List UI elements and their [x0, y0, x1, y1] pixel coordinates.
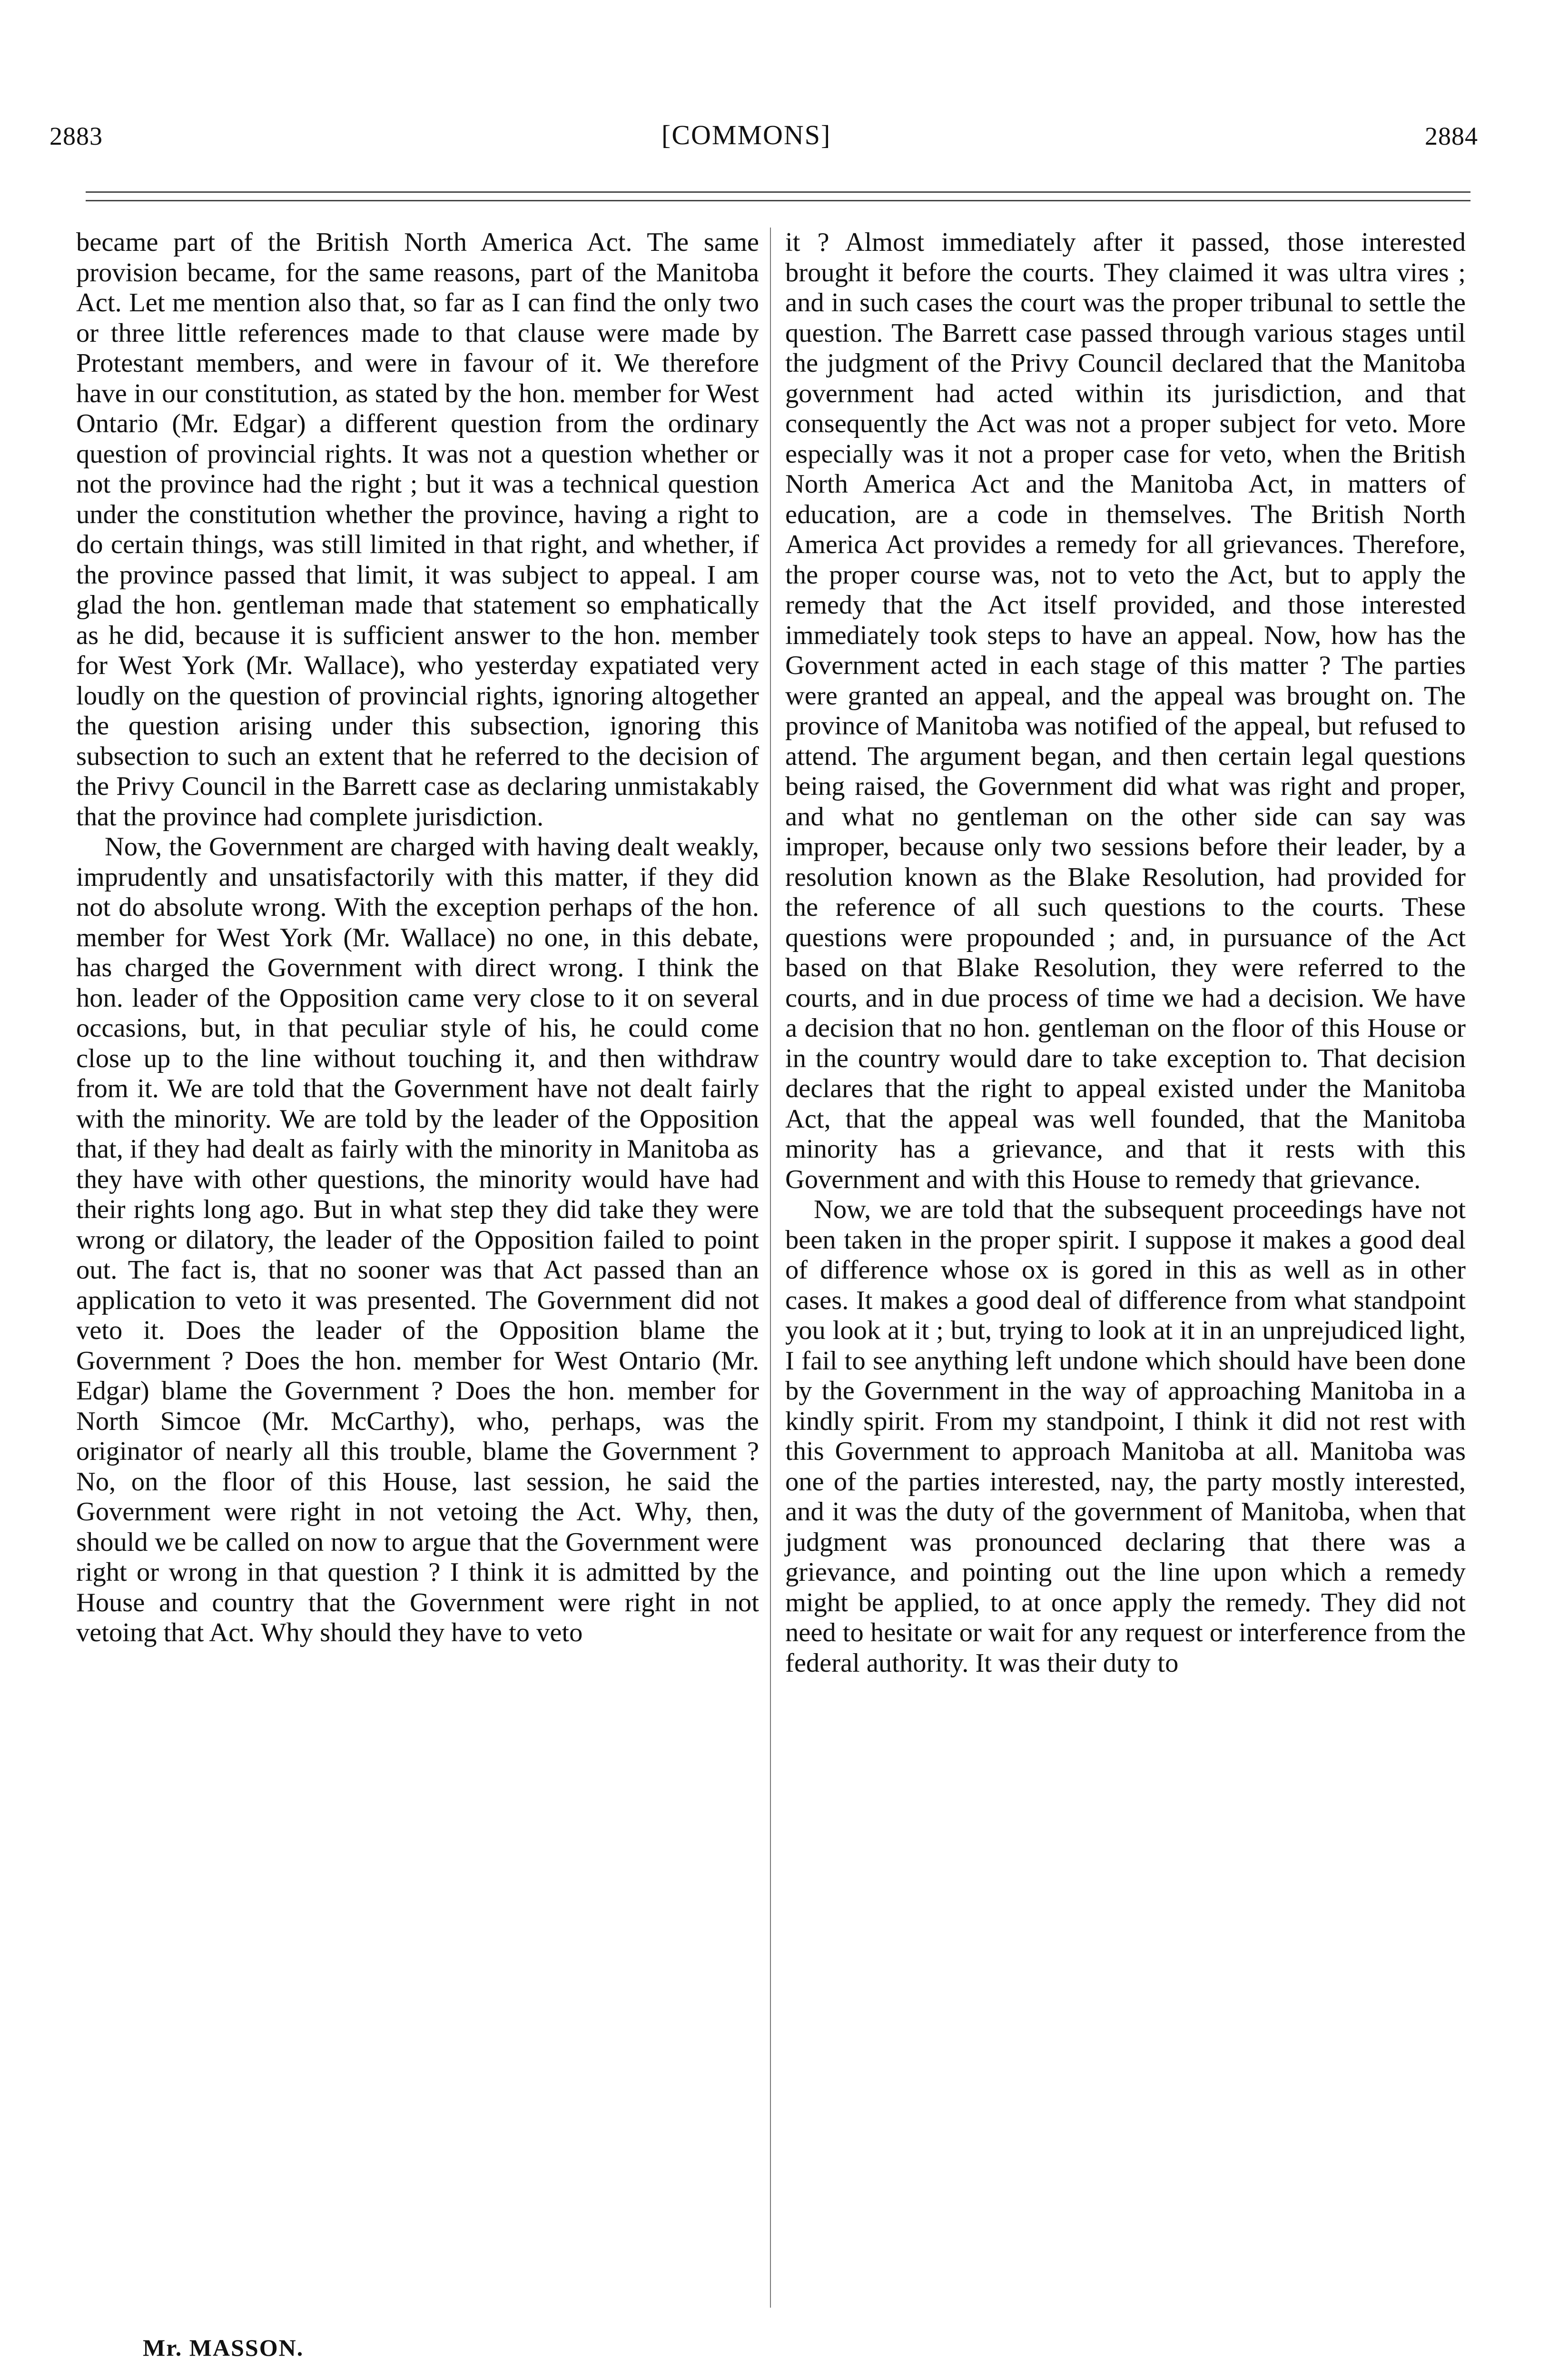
right-column — [785, 228, 1466, 1678]
page-number-right: 2884 — [1425, 122, 1478, 150]
left-paragraph-1: became part of the British North America Act. The same provision became, for the same reasons, part of the Manitoba Act. Let me mention also that, so far as I can find the only two or three little references made to that clause were made by Protestant members, and were in favour of it. We therefore have in our constitution, as stated by the hon. member for West Ontario (Mr. Edgar) a different question from the ordinary question of provincial rights. It was not a question whether or not the province had the right ; but it was a technical question under the constitution whether the province, having a right to do certain things, was still limited in that right, and whether, if the province passed that limit, it was subject to appeal. I am glad the hon. gentleman made that statement so emphatically as he did, because it is sufficient answer to the hon. member for West York (Mr. Wallace), who yesterday expatiated very loudly on the question of provincial rights, ignoring altogether the question arising under this subsection, ignoring this subsection to such an extent that he referred to the decision of the Privy Council in the Barrett case as declaring unmistakably that the province had complete jurisdiction. — [76, 228, 759, 832]
right-paragraph-2: Now, we are told that the subsequent proceedings have not been taken in the proper spirit. I suppose it makes a good deal of difference whose ox is gored in this as well as in other cases. It makes a good deal of difference from what standpoint you look at it ; but, trying to look at it in an unprejudiced light, I fail to see anything left undone which should have been done by the Government in the way of approaching Manitoba in a kindly spirit. From my standpoint, I think it did not rest with this Government to approach Manitoba at all. Manitoba was one of the parties interested, nay, the party mostly interested, and it was the duty of the government of Manitoba, when that judgment was pronounced declaring that there was a grievance, and pointing out the line upon which a remedy might be applied, to at once apply the remedy. They did not need to hesitate or wait for any request or interference from the federal authority. It was their duty to — [785, 1195, 1466, 1678]
column-divider — [770, 228, 771, 2308]
left-paragraph-2: Now, the Government are charged with having dealt weakly, imprudently and unsatisfactorily with this matter, if they did not do absolute wrong. With the exception perhaps of the hon. member for West York (Mr. Wallace) no one, in this debate, has charged the Government with direct wrong. I think the hon. leader of the Opposition came very close to it on several occasions, but, in that peculiar style of his, he could come close up to the line without touching it, and then withdraw from it. We are told that the Government have not dealt fairly with the minority. We are told by the leader of the Opposition that, if they had dealt as fairly with the minority in Manitoba as they have with other questions, the minority would have had their rights long ago. But in what step they did take they were wrong or dilatory, the leader of the Opposition failed to point out. The fact is, that no sooner was that Act passed than an application to veto it was presented. The Government did not veto it. Does the leader of the Opposition blame the Government ? Does the hon. member for West Ontario (Mr. Edgar) blame the Government ? Does the hon. member for North Simcoe (Mr. McCarthy), who, perhaps, was the originator of nearly all this trouble, blame the Government ? No, on the floor of this House, last session, he said the Government were right in not vetoing the Act. Why, then, should we be called on now to argue that the Government were right or wrong in that question ? I think it is admitted by the House and country that the Government were right in not vetoing that Act. Why should they have to veto — [76, 832, 759, 1647]
footer-speaker: Mr. MASSON. — [143, 2334, 304, 2361]
running-head: [COMMONS] — [661, 119, 831, 150]
header-rule-bottom — [86, 200, 1470, 201]
right-paragraph-1: it ? Almost immediately after it passed, those interested brought it before the courts. They claimed it was ultra vires ; and in such cases the court was the proper tribunal to settle the question. The Barrett case passed through various stages until the judgment of the Privy Council declared that the Manitoba government had acted within its jurisdiction, and that consequently the Act was not a proper subject for veto. More especially was it not a proper case for veto, when the British North America Act and the Manitoba Act, in matters of education, are a code in themselves. The British North America Act provides a remedy for all grievances. Therefore, the proper course was, not to veto the Act, but to apply the remedy that the Act itself provided, and those interested immediately took steps to have an appeal. Now, how has the Government acted in each stage of this matter ? The parties were granted an appeal, and the appeal was brought on. The province of Manitoba was notified of the appeal, but refused to attend. The argument began, and then certain legal questions being raised, the Government did what was right and proper, and what no gentleman on the other side can say was improper, because only two sessions before their leader, by a resolution known as the Blake Resolution, had provided for the reference of all such questions to the courts. These questions were propounded ; and, in pursuance of the Act based on that Blake Resolution, they were referred to the courts, and in due process of time we had a decision. We have a decision that no hon. gentleman on the floor of this House or in the country would dare to take exception to. That decision declares that the right to appeal existed under the Manitoba Act, that the appeal was well founded, that the Manitoba minority has a grievance, and that it rests with this Government and with this House to remedy that grievance. — [785, 228, 1466, 1194]
page-number-left: 2883 — [49, 122, 103, 150]
left-column — [76, 228, 759, 1648]
header-rule-top — [86, 191, 1470, 193]
